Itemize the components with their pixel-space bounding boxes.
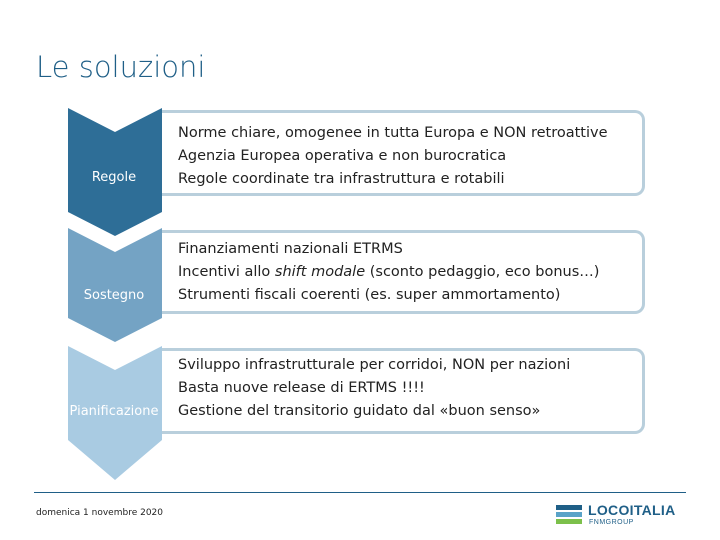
- text-emphasis: shift modale: [274, 264, 366, 280]
- solution-line: Strumenti fiscali coerenti (es. super ammortamento): [178, 287, 561, 303]
- solution-line: Regole coordinate tra infrastruttura e rotabili: [178, 171, 505, 187]
- row-label-regole: Regole: [91, 170, 137, 185]
- logo-mark-icon: [556, 503, 584, 527]
- locoitalia-logo: [556, 500, 691, 530]
- row-label-sostegno: Sostegno: [83, 288, 145, 303]
- text-segment: Incentivi allo: [178, 264, 275, 280]
- solution-line: Finanziamenti nazionali ETRMS: [178, 241, 403, 257]
- solution-text-sostegno: [178, 238, 599, 307]
- logo-subtitle: FNMGROUP: [589, 519, 634, 526]
- footer-date: domenica 1 novembre 2020: [36, 508, 163, 518]
- solution-text-pianificazione: [178, 354, 570, 423]
- solution-line: Agenzia Europea operativa e non burocratica: [178, 148, 507, 164]
- text-segment: (sconto pedaggio, eco bonus…): [365, 264, 600, 280]
- footer-divider: [34, 492, 686, 493]
- row-label-pianificazione: Pianificazione: [69, 404, 159, 419]
- solution-text-regole: [178, 122, 608, 191]
- page-title: Le soluzioni: [36, 50, 206, 84]
- solution-line-shift-modale: [178, 261, 599, 284]
- solution-line: Norme chiare, omogenee in tutta Europa e NON retroattive: [178, 125, 608, 141]
- solution-line: Basta nuove release di ERTMS !!!!: [178, 380, 425, 396]
- solution-line: Gestione del transitorio guidato dal «buon senso»: [178, 403, 541, 419]
- solution-line: Sviluppo infrastrutturale per corridoi, NON per nazioni: [178, 357, 571, 373]
- logo-name: LOCOITALIA: [588, 502, 676, 518]
